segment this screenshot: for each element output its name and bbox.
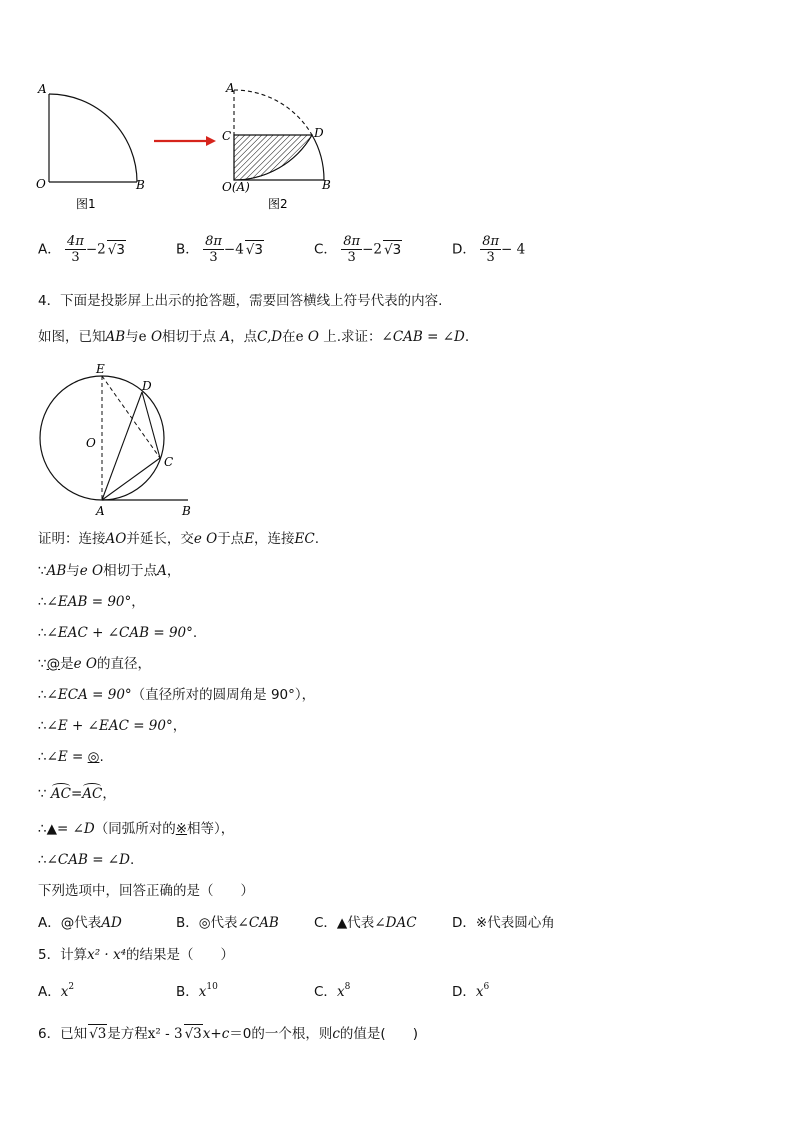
text: 证明：连接 <box>38 531 106 547</box>
fig2-label-d: D <box>314 126 324 140</box>
math: A <box>220 329 231 345</box>
text: 的直径， <box>96 656 151 672</box>
q3-option-b[interactable] <box>176 234 264 265</box>
text: ∵ <box>38 563 47 579</box>
exponent: 2 <box>68 982 75 992</box>
radicand: 3 <box>193 1026 202 1042</box>
text: ∴ <box>38 594 47 610</box>
circle-symbol: e <box>138 329 147 345</box>
q4-question: 下列选项中，回答正确的是（ ） <box>38 883 254 899</box>
math: AD <box>101 915 122 931</box>
math: ∠DAC <box>374 915 417 931</box>
numerator: 8π <box>205 234 222 249</box>
text: ∴ <box>38 687 47 703</box>
fig1-caption: 图1 <box>76 197 96 211</box>
numerator: 8π <box>482 234 500 249</box>
math: ∠CAB = ∠D <box>381 329 465 345</box>
sqrt-radicand: √3 <box>107 241 125 258</box>
term: −2 <box>85 241 106 258</box>
text: 是方程 <box>107 1026 148 1042</box>
text: ， <box>102 786 116 802</box>
math: x+ <box>202 1026 222 1042</box>
numerator: 4π <box>67 234 84 249</box>
term: −4 <box>223 241 244 258</box>
text: 如图，已知 <box>38 329 106 345</box>
q4-option-d[interactable] <box>452 914 555 932</box>
figure-1 <box>36 82 145 211</box>
proof-line-9 <box>38 785 116 803</box>
text: （同弧所对的 <box>94 821 176 837</box>
math: ∠ECA = 90° <box>46 687 132 703</box>
fig1-label-a: A <box>38 82 47 96</box>
text: ∵ <box>38 786 47 802</box>
q5-option-d[interactable] <box>452 983 489 1001</box>
text: ， <box>166 563 181 579</box>
text: 相切于点 <box>162 329 217 345</box>
exponent: 8 <box>344 982 351 992</box>
math: = <box>70 786 83 802</box>
q5-option-a[interactable] <box>38 983 74 1001</box>
fig1-label-o: O <box>36 177 46 191</box>
text: . <box>192 625 198 641</box>
math: x <box>475 984 484 1000</box>
q4-given: 如图，已知AB与e O相切于点 A，点C,D在e O 上.求证：∠CAB = ∠D. <box>38 329 470 345</box>
text: . <box>464 329 470 345</box>
text: 与 <box>66 563 80 579</box>
q4-circle-diagram <box>30 360 210 520</box>
math: x² · x⁴ <box>87 947 127 963</box>
text: 相等）， <box>187 821 235 837</box>
text: 相切于点 <box>103 563 158 579</box>
math: ∠EAB = 90° <box>46 594 132 610</box>
fig2-label-b: B <box>322 178 331 192</box>
option-letter: C． <box>314 984 337 1000</box>
option-letter: D． <box>452 241 476 258</box>
text: ∴ <box>38 852 47 868</box>
math: ∠CAB <box>237 915 279 931</box>
proof-line-8 <box>38 748 104 766</box>
text: 是 <box>60 656 74 672</box>
math: = ∠D <box>56 821 95 837</box>
option-letter: A． <box>38 984 61 1000</box>
math: e O <box>79 563 104 579</box>
text: 的一个根，则 <box>251 1026 333 1042</box>
text: 上.求证： <box>323 329 382 345</box>
math: ∠EAC + ∠CAB = 90° <box>46 625 193 641</box>
option-text: D．※代表圆心角 <box>452 915 555 931</box>
math: ∠CAB = ∠D <box>46 852 130 868</box>
q4-option-b[interactable] <box>176 914 279 932</box>
math: e O <box>73 656 97 672</box>
math: EC <box>294 531 315 547</box>
denominator: 3 <box>71 250 80 265</box>
text: 5．计算 <box>38 947 88 963</box>
text: 于点 <box>217 531 245 547</box>
radicand: 3 <box>97 1026 107 1042</box>
fraction <box>480 234 501 265</box>
fig1-label-b: B <box>136 178 145 192</box>
q4-option-a[interactable] <box>38 914 122 932</box>
fig2-caption: 图2 <box>268 197 288 211</box>
sqrt-radicand: √3 <box>89 1026 107 1042</box>
figure-2 <box>222 81 331 211</box>
math: x <box>60 984 69 1000</box>
fraction <box>65 234 86 265</box>
text: 在 <box>282 329 296 345</box>
label-b: B <box>182 504 191 518</box>
denominator: 3 <box>486 250 495 265</box>
math: A <box>157 563 167 579</box>
red-arrow-icon <box>154 136 216 146</box>
math: O <box>150 329 163 345</box>
proof-line-7 <box>38 717 186 735</box>
text: 并延长，交 <box>126 531 194 547</box>
math: e O <box>193 531 218 547</box>
math: AB <box>46 563 67 579</box>
text: 与 <box>125 329 139 345</box>
text: . <box>314 531 320 547</box>
denominator: 3 <box>347 250 356 265</box>
text: ∴ <box>38 718 47 734</box>
option-letter: A． <box>38 241 61 258</box>
option-letter: D． <box>452 984 476 1000</box>
q5-stem <box>38 946 234 964</box>
option-letter: B． <box>176 984 199 1000</box>
label-o: O <box>86 436 96 450</box>
q6-stem <box>38 1024 418 1043</box>
label-e: E <box>96 362 105 376</box>
blank-symbol: ※ <box>175 821 188 837</box>
math: x² - 3 <box>147 1026 183 1042</box>
option-letter: B． <box>176 241 199 258</box>
option-text: A．@代表 <box>38 915 102 931</box>
text: ，点 <box>230 329 258 345</box>
exponent: 10 <box>206 982 218 992</box>
proof-line-4 <box>38 624 197 642</box>
proof-line-1 <box>38 530 319 548</box>
option-text: B．◎代表 <box>176 915 238 931</box>
term: −2 <box>362 241 382 258</box>
denominator: 3 <box>209 250 218 265</box>
math: x <box>336 984 345 1000</box>
q4-option-c[interactable] <box>314 914 417 932</box>
label-d: D <box>142 379 152 393</box>
q3-option-d[interactable] <box>452 234 525 265</box>
sqrt-radicand: √3 <box>245 241 263 258</box>
blank-symbol: @ <box>46 656 61 672</box>
math: x <box>198 984 207 1000</box>
radicand: 3 <box>116 241 125 258</box>
label-a: A <box>96 504 105 518</box>
text: ∴ <box>38 821 47 837</box>
text: . <box>99 749 104 765</box>
fig2-label-a: A <box>226 81 235 95</box>
sqrt-radicand: √3 <box>383 241 402 258</box>
proof-line-6 <box>38 686 315 704</box>
text: （直径所对的圆周角是 90°）， <box>131 687 316 703</box>
text: 6．已知 <box>38 1026 88 1042</box>
proof-line-2 <box>38 562 180 580</box>
proof-line-5 <box>38 655 151 673</box>
arc: AC <box>50 786 71 802</box>
fig2-label-oa: O(A) <box>222 180 250 194</box>
math: ∠E = <box>46 749 88 765</box>
q5-option-b[interactable] <box>176 983 218 1001</box>
math: ∠E + ∠EAC = 90° <box>46 718 173 734</box>
fraction <box>341 234 362 265</box>
term: − 4 <box>501 241 526 258</box>
q5-option-c[interactable] <box>314 983 350 1001</box>
text: . <box>129 852 135 868</box>
figure-1-2 <box>30 78 350 218</box>
blank-symbol: ◎ <box>87 749 100 765</box>
arc: AC <box>82 786 103 802</box>
math: AO <box>105 531 127 547</box>
math: c <box>332 1026 340 1042</box>
text: ∵ <box>38 656 47 672</box>
text: 的结果是（ ） <box>126 947 235 963</box>
text: ， <box>172 718 187 734</box>
fig2-label-c: C <box>222 129 232 143</box>
blank-symbol: ▲ <box>46 821 57 837</box>
q3-option-c[interactable] <box>314 234 402 265</box>
numerator: 8π <box>343 234 361 249</box>
sqrt-radicand: √3 <box>184 1026 202 1042</box>
label-c: C <box>164 455 174 469</box>
math: C,D <box>257 329 283 345</box>
q3-option-a[interactable] <box>38 234 126 265</box>
text: ，连接 <box>254 531 295 547</box>
math: ＝0 <box>229 1026 252 1042</box>
radicand: 3 <box>392 241 402 258</box>
q4-stem: 4．下面是投影屏上出示的抢答题，需要回答横线上符号代表的内容. <box>38 293 443 309</box>
text: ∴ <box>38 749 47 765</box>
text: ， <box>131 594 145 610</box>
proof-line-10 <box>38 820 234 838</box>
fraction <box>203 234 224 265</box>
math: E <box>244 531 255 547</box>
math: c <box>221 1026 230 1042</box>
text: 的值是( ) <box>339 1026 418 1042</box>
radicand: 3 <box>254 241 263 258</box>
proof-line-3 <box>38 593 145 611</box>
proof-line-11 <box>38 851 134 869</box>
option-text: C．▲代表 <box>314 915 375 931</box>
option-letter: C． <box>314 241 337 258</box>
exponent: 6 <box>483 982 490 992</box>
math: AB <box>105 329 126 345</box>
text: ∴ <box>38 625 47 641</box>
